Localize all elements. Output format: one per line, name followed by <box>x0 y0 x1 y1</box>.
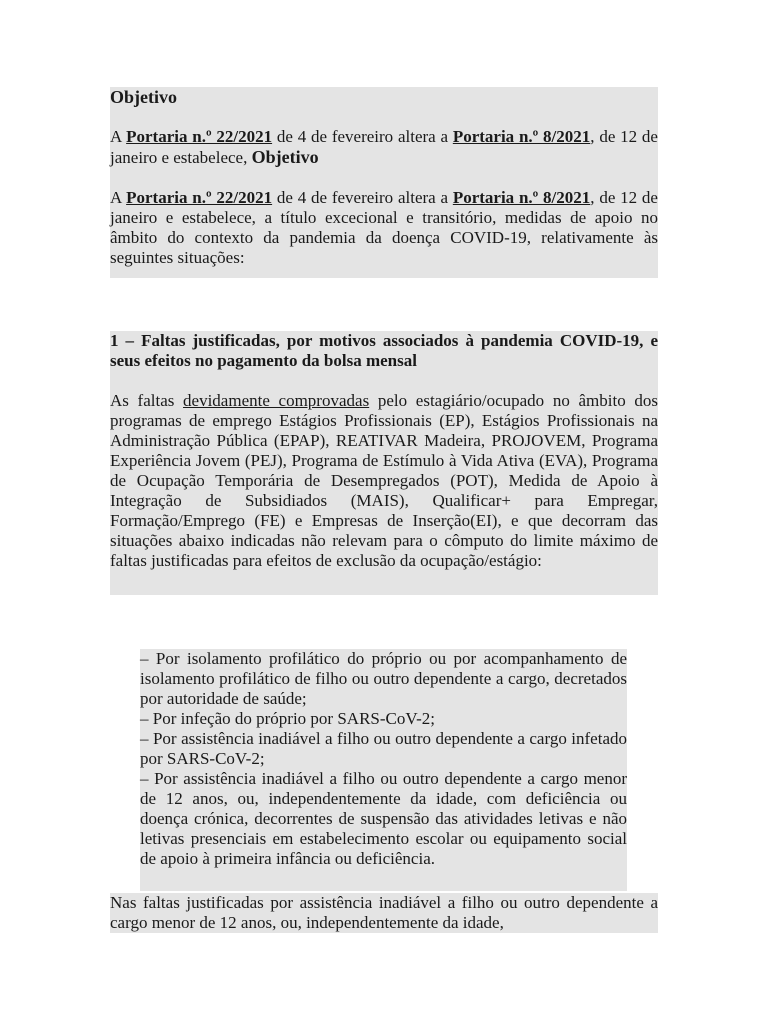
list-item: – Por infeção do próprio por SARS-CoV-2; <box>140 709 435 728</box>
section-title: Objetivo <box>110 87 177 107</box>
objective-paragraph-2: A Portaria n.º 22/2021 de 4 de fevereiro altera a Portaria n.º 8/2021, de 12 de janeiro e estabelece, a título excecional e transitório, medidas de apoio no âmbito do contexto da pandemia da doença COVID-19, relativamente às seguintes situações: <box>110 188 658 267</box>
situations-list <box>140 649 627 891</box>
portaria-22-link[interactable]: Portaria n.º 22/2021 <box>126 188 273 207</box>
portaria-8-link[interactable]: Portaria n.º 8/2021 <box>452 127 591 146</box>
underlined-phrase: devidamente comprovadas <box>183 391 370 410</box>
inline-title: Objetivo <box>251 147 319 167</box>
portaria-8-link[interactable]: Portaria n.º 8/2021 <box>452 188 591 207</box>
section-heading: 1 – Faltas justificadas, por motivos associados à pandemia COVID-19, e seus efeitos no pagamento da bolsa mensal <box>110 331 658 370</box>
absences-section <box>110 331 658 595</box>
objective-paragraph-1: A Portaria n.º 22/2021 de 4 de fevereiro altera a Portaria n.º 8/2021, de 12 de janeiro e estabelece, Objetivo <box>110 127 658 167</box>
continuation-text: Nas faltas justificadas por assistência inadiável a filho ou outro dependente a cargo menor de 12 anos, ou, independentemente da idade, <box>110 893 658 932</box>
continuation-paragraph <box>110 893 658 933</box>
list-item: – Por assistência inadiável a filho ou outro dependente a cargo infetado por SARS-CoV-2; <box>140 729 627 768</box>
list-item: – Por assistência inadiável a filho ou outro dependente a cargo menor de 12 anos, ou, independentemente da idade, com deficiência ou doença crónica, decorrentes de suspensão das atividades letivas e não letivas presenciais em estabelecimento escolar ou equipamento social de apoio à primeira infância ou deficiência. <box>140 769 627 868</box>
list-item: – Por isolamento profilático do próprio ou por acompanhamento de isolamento profilático de filho ou outro dependente a cargo, decretados por autoridade de saúde; <box>140 649 627 708</box>
absences-paragraph: As faltas devidamente comprovadas pelo estagiário/ocupado no âmbito dos programas de emprego Estágios Profissionais (EP), Estágios Profissionais na Administração Pública (EPAP), REATIVAR Madeira, PROJOVEM, Programa Experiência Jovem (PEJ), Programa de Estímulo à Vida Ativa (EVA), Programa de Ocupação Temporária de Desempregados (POT), Medida de Apoio à Integração de Subsidiados (MAIS), Qualificar+ para Empregar, Formação/Emprego (FE) e Empresas de Inserção(EI), e que decorram das situações abaixo indicadas não relevam para o cômputo do limite máximo de faltas justificadas para efeitos de exclusão da ocupação/estágio: <box>110 391 658 570</box>
portaria-22-link[interactable]: Portaria n.º 22/2021 <box>126 127 273 146</box>
objective-section <box>110 87 658 278</box>
